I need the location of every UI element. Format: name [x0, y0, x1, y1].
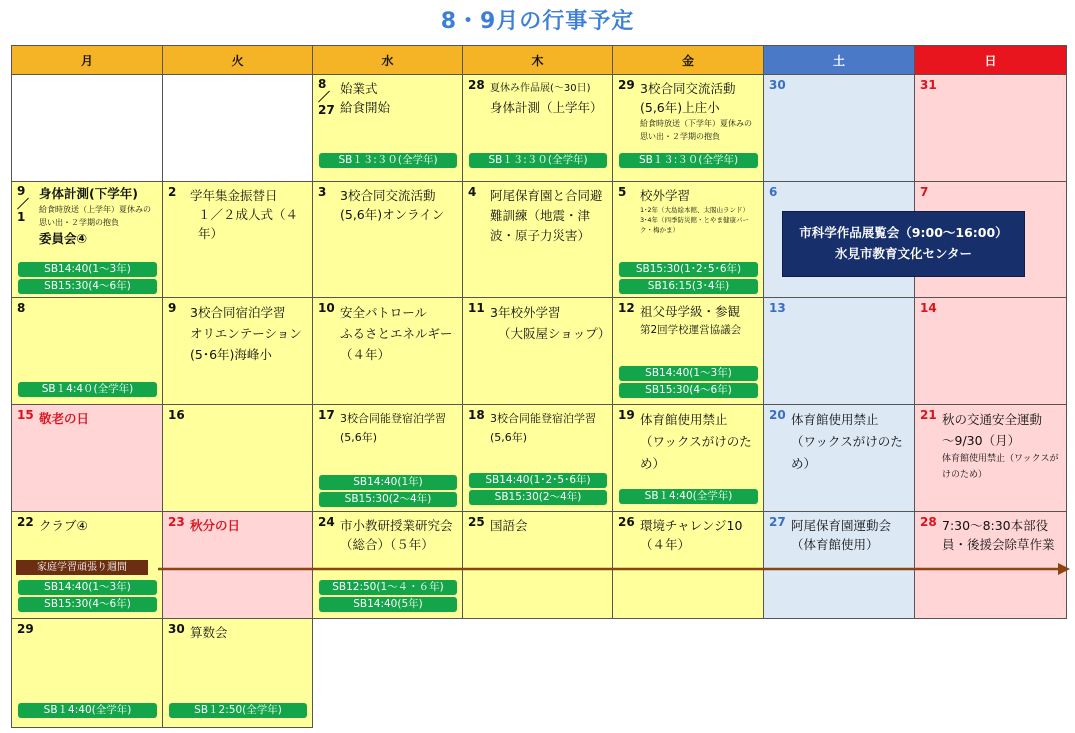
- date-number: 30: [769, 78, 786, 92]
- date-number: 29: [618, 78, 635, 92]
- event-item: (5･6年)海峰小: [190, 347, 272, 362]
- event-list: [39, 516, 158, 535]
- event-list: [39, 184, 158, 248]
- event-item: 身体計測（上学年）: [490, 100, 603, 115]
- header-thu: 木: [463, 46, 613, 75]
- week-row: [12, 298, 1067, 405]
- event-item: 3年校外学習: [490, 305, 561, 320]
- day-cell[interactable]: [915, 298, 1067, 405]
- event-item: 3校合同能登宿泊学習: [490, 412, 596, 425]
- date-number: 24: [318, 515, 335, 529]
- date-number: 18: [468, 408, 485, 422]
- date-number: 7: [920, 185, 929, 199]
- sb-badge: SB15:30(4～6年): [18, 597, 157, 612]
- date-number: 25: [468, 515, 485, 529]
- date-number: 8: [17, 301, 26, 315]
- event-list: [190, 186, 308, 243]
- event-list: [39, 409, 158, 428]
- weekday-header-row: [12, 46, 1067, 75]
- event-list: [791, 516, 910, 554]
- event-item: 委員会④: [39, 231, 88, 246]
- event-note: 体育館使用禁止（ワックスがけのため）: [942, 454, 1059, 480]
- sb-badge: SB14:40(1･2･5･6年): [469, 473, 607, 488]
- week-row: [12, 405, 1067, 512]
- event-list: [490, 409, 608, 447]
- event-item: 始業式: [340, 81, 378, 96]
- day-cell[interactable]: [764, 75, 915, 182]
- date-number: 30: [168, 622, 185, 636]
- date-number: 6: [769, 185, 778, 199]
- date-number: 12: [618, 301, 635, 315]
- date-number: 9 ／ 1: [17, 184, 30, 224]
- day-cell[interactable]: [764, 298, 915, 405]
- event-item: 市小教研授業研究会: [340, 518, 453, 533]
- event-item: ふるさとエネルギー（４年）: [340, 326, 453, 362]
- holiday-label: 秋分の日: [190, 518, 241, 533]
- day-cell: [12, 75, 163, 182]
- event-list: [640, 79, 759, 143]
- event-item: ～9/30（月）: [942, 433, 1021, 448]
- sb-badge: SB15:30(4～6年): [619, 383, 758, 398]
- event-item: 給食開始: [340, 100, 391, 115]
- event-list: [340, 516, 458, 554]
- event-note: 3･4年（四季防災館・とやま健康パーク・梅かま）: [640, 216, 750, 234]
- day-cell[interactable]: [613, 182, 764, 298]
- day-cell[interactable]: [12, 182, 163, 298]
- calendar-table: [11, 45, 1067, 728]
- event-item: 阿尾保育園運動会: [791, 518, 892, 533]
- event-item: 3校合同宿泊学習: [190, 305, 286, 320]
- event-list: [490, 186, 608, 246]
- header-sun: 日: [915, 46, 1067, 75]
- empty-cell: [463, 619, 613, 728]
- event-item: 阿尾保育園と合同避難訓練（地震・津波・原子力災害）: [490, 188, 603, 243]
- day-cell[interactable]: [313, 405, 463, 512]
- date-number: 19: [618, 408, 635, 422]
- day-cell[interactable]: [613, 405, 764, 512]
- date-number: 16: [168, 408, 185, 422]
- date-number: 13: [769, 301, 786, 315]
- date-number: 11: [468, 301, 485, 315]
- event-item: 秋の交通安全運動: [942, 412, 1043, 427]
- sb-badge: SB１３:３０(全学年): [469, 153, 607, 168]
- event-list: [640, 186, 759, 235]
- event-list: [640, 409, 759, 475]
- event-item: 環境チャレンジ10: [640, 518, 743, 533]
- event-item: 体育館使用禁止: [640, 412, 728, 427]
- event-item: 祖父母学級・参観: [640, 304, 741, 319]
- week-row: [12, 619, 1067, 728]
- day-cell[interactable]: [313, 75, 463, 182]
- event-list: [640, 516, 759, 554]
- event-item: (5,6年)オンライン: [340, 207, 445, 222]
- event-item: （大阪屋ショップ）: [498, 326, 611, 341]
- date-number: 27: [769, 515, 786, 529]
- event-item: 国語会: [490, 518, 528, 533]
- study-week-label: 家庭学習頑張り週間: [16, 560, 148, 575]
- date-number: 3: [318, 185, 327, 199]
- event-item: 校外学習: [640, 188, 691, 203]
- event-list: [340, 409, 458, 447]
- day-cell[interactable]: [12, 619, 163, 728]
- date-number: 10: [318, 301, 335, 315]
- sb-badge: SB14:40(1～3年): [18, 262, 157, 277]
- sb-badge: SB１4:4０(全学年): [18, 382, 157, 397]
- event-item: (5,6年): [340, 431, 378, 444]
- day-cell[interactable]: [613, 75, 764, 182]
- sb-badge: SB16:15(3･4年): [619, 279, 758, 294]
- study-week-arrow-icon: [158, 562, 1070, 576]
- event-list: [340, 186, 458, 224]
- event-item: （ワックスがけのため）: [640, 434, 752, 471]
- date-number: 15: [17, 408, 34, 422]
- event-item: 第2回学校運営協議会: [640, 324, 742, 336]
- event-list: [942, 516, 1062, 554]
- sb-badge: SB14:40(5年): [319, 597, 457, 612]
- sb-badge: SB14:40(1～3年): [18, 580, 157, 595]
- event-item: （ワックスがけのため）: [791, 434, 903, 471]
- week-row: [12, 75, 1067, 182]
- event-item: （総合）（５年）: [340, 537, 434, 552]
- sb-badge: SB１３:３０(全学年): [619, 153, 758, 168]
- date-number: 14: [920, 301, 937, 315]
- day-cell: [163, 75, 313, 182]
- sb-badge: SB15:30(2～4年): [469, 490, 607, 505]
- day-cell[interactable]: [613, 298, 764, 405]
- day-cell[interactable]: [12, 298, 163, 405]
- header-mon: 月: [12, 46, 163, 75]
- day-cell[interactable]: [463, 75, 613, 182]
- event-list: [490, 302, 611, 344]
- event-list: [190, 516, 308, 535]
- event-item: （体育館使用）: [791, 537, 879, 552]
- header-fri: 金: [613, 46, 764, 75]
- empty-cell: [915, 619, 1067, 728]
- event-list: [340, 79, 458, 117]
- sb-badge: SB15:30(4～6年): [18, 279, 157, 294]
- empty-cell: [613, 619, 764, 728]
- event-list: [340, 302, 458, 365]
- holiday-label: 敬老の日: [39, 411, 90, 426]
- day-cell[interactable]: [764, 405, 915, 512]
- event-item: 安全パトロール: [340, 305, 428, 320]
- date-number: 2: [168, 185, 177, 199]
- sb-badge: SB１4:40(全学年): [619, 489, 758, 504]
- event-list: [490, 79, 608, 117]
- header-sat: 土: [764, 46, 915, 75]
- event-item: 3校合同能登宿泊学習: [340, 412, 446, 425]
- day-cell[interactable]: [163, 405, 313, 512]
- day-cell[interactable]: [463, 298, 613, 405]
- event-list: [190, 302, 308, 365]
- day-cell[interactable]: [12, 405, 163, 512]
- page-title: 8・9月の行事予定: [440, 9, 635, 34]
- date-number: 9: [168, 301, 177, 315]
- sb-badge: SB１３:３０(全学年): [319, 153, 457, 168]
- event-list: [640, 302, 759, 340]
- event-item: 3校合同交流活動(5,6年)上庄小: [640, 81, 736, 115]
- date-number: 20: [769, 408, 786, 422]
- sb-badge: SB12:50(1～４・６年): [319, 580, 457, 595]
- sb-badge: SB14:40(1～3年): [619, 366, 758, 381]
- event-note: 1･2年（大島絵本館、太閤山ランド）: [640, 206, 750, 214]
- day-cell[interactable]: [163, 182, 313, 298]
- date-number: 29: [17, 622, 34, 636]
- event-list: [942, 409, 1062, 483]
- day-cell[interactable]: [463, 405, 613, 512]
- day-cell[interactable]: [915, 75, 1067, 182]
- day-cell[interactable]: [163, 619, 313, 728]
- event-item: 身体計測(下学年): [39, 186, 138, 201]
- date-number: 26: [618, 515, 635, 529]
- sb-badge: SB１2:50(全学年): [169, 703, 307, 718]
- empty-cell: [313, 619, 463, 728]
- event-item: (5,6年): [490, 431, 528, 444]
- event-item: オリエンテーション: [190, 326, 302, 341]
- event-item: 夏休み作品展(～30日): [490, 83, 591, 94]
- sb-badge: SB15:30(2～4年): [319, 492, 457, 507]
- event-item: クラブ④: [39, 518, 88, 533]
- day-cell[interactable]: [313, 182, 463, 298]
- day-cell[interactable]: [313, 298, 463, 405]
- event-note: 給食時放送（上学年）夏休みの思い出・２学期の抱負: [39, 205, 151, 227]
- date-number: 8 ／ 27: [318, 77, 335, 117]
- event-item: １／２成人式（４年）: [198, 207, 299, 241]
- event-item: 体育館使用禁止: [791, 412, 879, 427]
- day-cell[interactable]: [163, 298, 313, 405]
- banner-line: 氷見市教育文化センター: [834, 246, 972, 261]
- date-number: 31: [920, 78, 937, 92]
- science-exhibition-banner: [782, 211, 1025, 277]
- date-number: 23: [168, 515, 185, 529]
- event-list: [791, 409, 910, 475]
- date-number: 22: [17, 515, 34, 529]
- event-item: 3校合同交流活動: [340, 188, 436, 203]
- date-number: 17: [318, 408, 335, 422]
- date-number: 5: [618, 185, 627, 199]
- banner-line: 市科学作品展覧会（9:00～16:00）: [799, 225, 1008, 240]
- sb-badge: SB14:40(1年): [319, 475, 457, 490]
- date-number: 21: [920, 408, 937, 422]
- event-item: 学年集金振替日: [190, 188, 278, 203]
- event-item: 7:30～8:30本部役員・後援会除草作業: [942, 518, 1055, 552]
- event-list: [190, 623, 308, 642]
- event-note: 給食時放送（下学年）夏休みの思い出・２学期の抱負: [640, 119, 752, 141]
- day-cell[interactable]: [463, 182, 613, 298]
- event-item: 算数会: [190, 625, 228, 640]
- date-number: 4: [468, 185, 477, 199]
- sb-badge: SB１4:40(全学年): [18, 703, 157, 718]
- event-item: （４年）: [640, 537, 691, 552]
- empty-cell: [764, 619, 915, 728]
- date-number: 28: [920, 515, 937, 529]
- date-number: 28: [468, 78, 485, 92]
- header-tue: 火: [163, 46, 313, 75]
- header-wed: 水: [313, 46, 463, 75]
- sb-badge: SB15:30(1･2･5･6年): [619, 262, 758, 277]
- day-cell[interactable]: [915, 405, 1067, 512]
- event-list: [490, 516, 608, 535]
